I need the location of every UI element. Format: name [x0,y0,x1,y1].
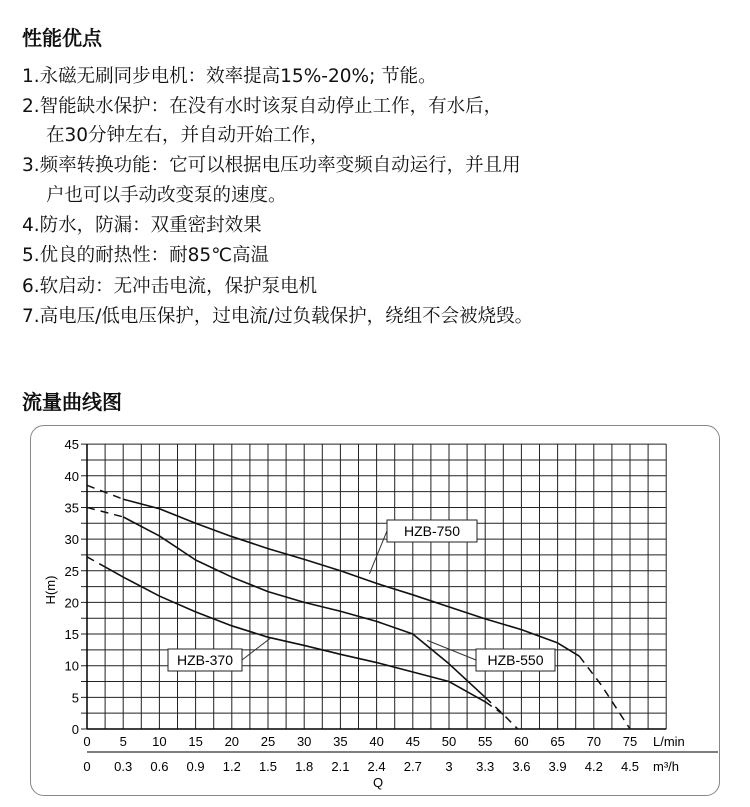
x2-tick-label: 1.5 [258,759,278,774]
y-tick-label: 25 [64,563,79,579]
x-tick-label: 30 [296,734,312,749]
hzb-550-label: HZB-550 [487,652,544,668]
x2-tick-label: 0.6 [150,759,169,774]
x2-tick-label: 3.6 [512,759,531,774]
x2-tick-label: 0 [83,759,91,774]
features-title: 性能优点 [22,26,102,50]
x2-unit-label: m³/h [653,759,679,774]
hzb-750-leader-line [369,531,387,574]
feature-line: 户也可以手动改变泵的速度。 [46,185,287,206]
hzb-370-label: HZB-370 [176,652,234,668]
x-tick-label: 70 [586,734,602,749]
x-tick-label: 45 [405,734,421,749]
x2-tick-label: 2.1 [331,759,350,774]
y-tick-label: 30 [64,532,79,548]
x2-tick-label: 3.3 [476,759,495,774]
hzb-750-dashed-end [579,656,630,729]
feature-line: 2.智能缺水保护：在没有水时该泵自动停止工作，有水后， [22,96,503,117]
x2-tick-label: 3.9 [548,759,567,774]
hzb-750-label: HZB-750 [403,523,461,539]
x2-tick-label: 3 [445,759,453,774]
x-tick-label: 5 [119,734,127,749]
x-tick-label: 40 [369,734,384,749]
x2-tick-label: 1.2 [222,759,241,774]
hzb-370-dashed-end [485,702,503,715]
y-axis-label: H(m) [43,575,58,605]
x-tick-label: 35 [333,734,348,749]
y-tick-label: 45 [64,437,79,453]
x-tick-label: 75 [622,734,638,749]
x-tick-label: 15 [188,734,203,749]
hzb-370-leader-line [242,637,272,660]
x-tick-label: 50 [441,734,457,749]
y-tick-label: 40 [64,468,79,484]
y-tick-label: 10 [64,658,79,674]
feature-line: 1.永磁无刷同步电机：效率提高15%-20%; 节能。 [22,66,437,87]
x2-tick-label: 1.8 [295,759,314,774]
x-axis-label: Q [372,775,384,790]
chart-title: 流量曲线图 [22,390,122,414]
x-tick-label: 65 [550,734,565,749]
x-unit-label: L/min [653,734,685,749]
y-tick-label: 0 [71,722,79,737]
feature-line: 7.高电压/低电压保护，过电流/过负载保护，绕组不会被烧毁。 [22,306,534,327]
x-tick-label: 20 [224,734,240,749]
feature-line: 在30分钟左右，并自动开始工作， [46,125,329,146]
y-tick-label: 20 [64,595,79,611]
x2-tick-label: 2.4 [367,759,386,774]
feature-line: 6.软启动：无冲击电流，保护泵电机 [22,276,318,297]
x-tick-label: 0 [83,734,91,749]
x2-tick-label: 2.7 [403,759,422,774]
y-tick-label: 35 [64,500,79,516]
x2-tick-label: 0.9 [186,759,205,774]
feature-line: 3.频率转换功能：它可以根据电压功率变频自动运行，并且用 [22,155,521,176]
hzb-370-dashed-start [87,557,105,567]
x-tick-label: 25 [260,734,276,749]
feature-line: 4.防水，防漏：双重密封效果 [22,215,262,236]
x-tick-label: 60 [514,734,529,749]
x-tick-label: 55 [477,734,493,749]
y-tick-label: 5 [71,690,79,706]
y-tick-label: 15 [64,627,79,643]
hzb-750-curve [123,499,579,656]
x2-tick-label: 4.5 [620,759,640,774]
feature-line: 5.优良的耐热性：耐85℃高温 [22,245,269,266]
x2-tick-label: 4.2 [584,759,603,774]
x-tick-label: 10 [152,734,167,749]
x2-tick-label: 0.3 [114,759,133,774]
